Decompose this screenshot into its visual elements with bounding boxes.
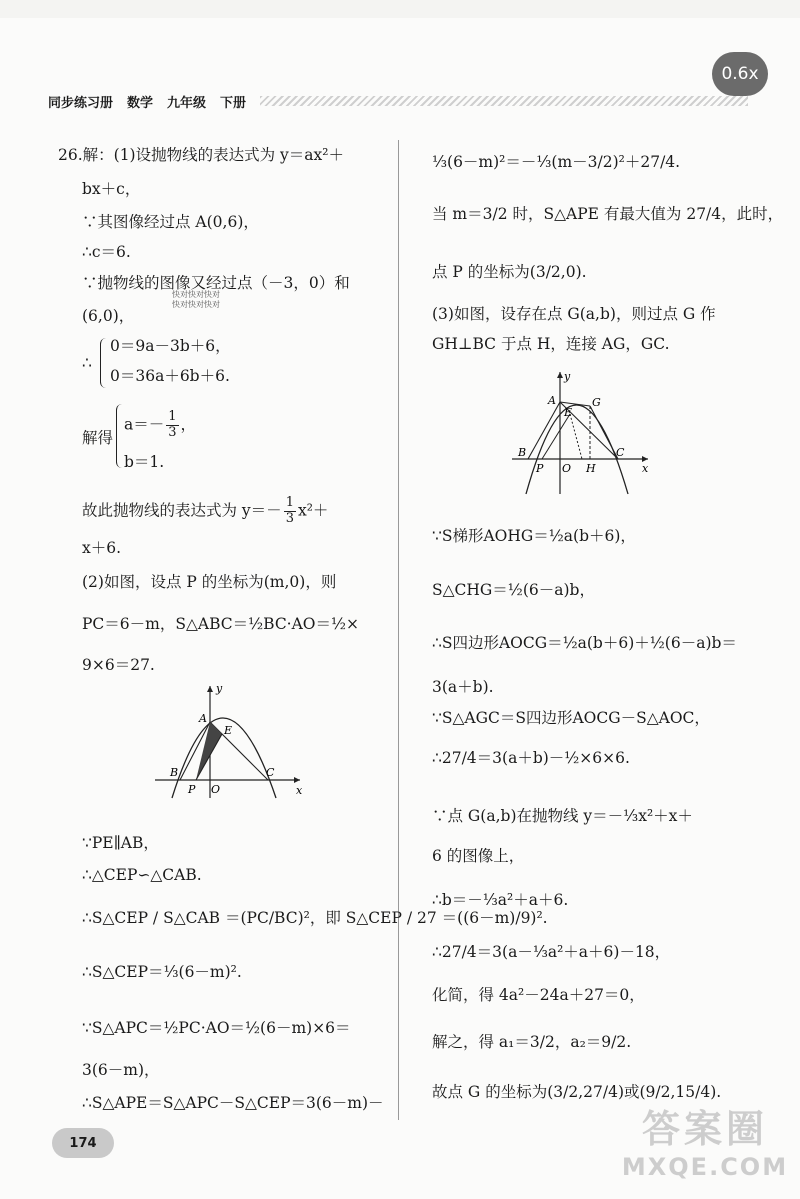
text-line: ∴b＝－⅓a²＋a＋6. — [432, 891, 569, 909]
grade: 九年级 — [167, 95, 207, 111]
fraction — [166, 410, 178, 441]
label-e: E — [224, 724, 233, 737]
text-line: ∴c＝6. — [82, 243, 131, 261]
x-axis-arrow — [294, 777, 300, 783]
text-line: ∴S△APE＝S△APC－S△CEP＝3(6－m)－ — [82, 1094, 384, 1112]
text-line: bx＋c， — [82, 180, 141, 198]
fraction — [284, 496, 296, 527]
text-line: ∴△CEP∽△CAB. — [82, 866, 202, 884]
segment-ab — [528, 402, 560, 459]
text-line: 化简，得 4a²－24a＋27＝0， — [432, 986, 645, 1004]
text-line: 0＝9a－3b＋6， — [110, 337, 231, 355]
fraction-den: 3 — [168, 424, 177, 440]
brace — [116, 404, 123, 468]
y-axis-arrow — [557, 372, 563, 378]
text-line: 故点 G 的坐标为(3/2,27/4)或(9/2,15/4). — [432, 1083, 722, 1101]
subject: 数学 — [127, 95, 154, 111]
label-x: x — [642, 462, 649, 475]
text-line: ∴S△CEP＝⅓(6－m)². — [82, 963, 242, 981]
brace — [100, 338, 107, 388]
label-c: C — [266, 766, 275, 779]
text-line: 9×6＝27. — [82, 656, 155, 674]
text-line: 6 的图像上， — [432, 847, 525, 865]
shaded-triangle-ape — [196, 722, 222, 780]
label-e: E — [564, 406, 573, 419]
watermark-logo — [620, 1105, 790, 1191]
y-axis-arrow — [207, 686, 213, 692]
label-o: O — [211, 783, 221, 796]
fraction-num: 1 — [168, 409, 177, 424]
text-line: ∴27/4＝3(a＋b)－½×6×6. — [432, 749, 630, 767]
text-line: ∵其图像经过点 A(0,6)， — [82, 213, 259, 231]
text-line: GH⊥BC 于点 H，连接 AG，GC. — [432, 335, 670, 353]
label-o: O — [562, 462, 572, 475]
column-divider — [398, 140, 399, 1120]
label-a: A — [548, 394, 556, 407]
text-span: 故此抛物线的表达式为 y＝－ — [82, 501, 282, 520]
fraction-den: 3 — [285, 510, 294, 526]
text-line: ∵S△AGC＝S四边形AOCG－S△AOC， — [432, 709, 710, 727]
book-title: 同步练习册 — [48, 95, 114, 111]
text-line: ∵S梯形AOHG＝½a(b＋6)， — [432, 527, 636, 545]
text-line: ∵点 G(a,b)在抛物线 y＝－⅓x²＋x＋ — [432, 807, 693, 825]
text-line — [82, 496, 328, 527]
text-span: ， — [180, 415, 197, 434]
label-g: G — [592, 396, 601, 409]
parabola-figure-2 — [508, 366, 656, 496]
text-line: ∴S四边形AOCG＝½a(b＋6)＋½(6－a)b＝ — [432, 634, 737, 652]
stamp-text — [172, 290, 220, 309]
text-line: 解之，得 a₁＝3/2，a₂＝9/2. — [432, 1033, 632, 1051]
text-line: 3(a＋b). — [432, 678, 494, 696]
watermark-small: MXQE.COM — [621, 1153, 789, 1181]
text-line: ∵抛物线的图像又经过点（－3，0）和 — [82, 274, 350, 292]
fraction-num: 1 — [285, 495, 294, 510]
text-line: PC＝6－m，S△ABC＝½BC·AO＝½× — [82, 615, 360, 633]
label-a: A — [199, 712, 207, 725]
text-line: b＝1. — [124, 453, 165, 471]
text-line: 当 m＝3/2 时，S△APE 有最大值为 27/4，此时， — [432, 205, 784, 223]
text-line: S△CHG＝½(6－a)b， — [432, 581, 595, 599]
text-line: 3(6－m)， — [82, 1061, 160, 1079]
text-line — [124, 410, 196, 441]
label-b: B — [518, 446, 527, 459]
text-line: ∵S△APC＝½PC·AO＝½(6－m)×6＝ — [82, 1019, 351, 1037]
label-p: P — [188, 783, 196, 796]
volume: 下册 — [220, 95, 247, 111]
label-y: y — [564, 370, 571, 383]
label-c: C — [616, 446, 625, 459]
watermark-big: 答案圈 — [641, 1107, 768, 1151]
text-line: (3)如图，设存在点 G(a,b)，则过点 G 作 — [432, 305, 716, 323]
text-line: (2)如图，设点 P 的坐标为(m,0)，则 — [82, 573, 337, 591]
stamp-line: 快对快对快对 — [172, 299, 220, 309]
text-line: ∵PE∥AB， — [82, 834, 159, 852]
parabola-figure-1 — [150, 678, 310, 800]
label-h: H — [586, 462, 596, 475]
dashed-line — [570, 414, 582, 459]
text-line: 解得 — [82, 429, 114, 447]
segment-gc — [590, 406, 618, 459]
header-rule — [260, 96, 748, 106]
text-line: x＋6. — [82, 539, 122, 557]
text-line: ∴S△CEP / S△CAB ＝(PC/BC)²，即 S△CEP / 27 ＝((6－m)/9)². — [82, 909, 548, 927]
text-line: ∴27/4＝3(a－⅓a²＋a＋6)－18， — [432, 943, 671, 961]
page-number: 174 — [52, 1128, 114, 1158]
text-span: x²＋ — [297, 501, 329, 520]
text-line: ⅓(6－m)²＝－⅓(m－3/2)²＋27/4. — [432, 153, 681, 171]
running-head — [48, 90, 748, 112]
stamp-line: 快对快对快对 — [172, 290, 220, 299]
text-span: a＝－ — [124, 415, 165, 434]
label-y: y — [216, 682, 223, 695]
text-line: ∴ — [82, 354, 92, 372]
text-line: 0＝36a＋6b＋6. — [110, 367, 230, 385]
text-line: (6,0)， — [82, 307, 135, 325]
label-x: x — [296, 784, 303, 797]
label-b: B — [170, 766, 179, 779]
zoom-level-badge[interactable]: 0.6x — [712, 52, 768, 96]
text-line: 点 P 的坐标为(3/2,0). — [432, 263, 587, 281]
text-line: 26.解：(1)设抛物线的表达式为 y＝ax²＋ — [58, 146, 344, 164]
label-p: P — [536, 462, 544, 475]
